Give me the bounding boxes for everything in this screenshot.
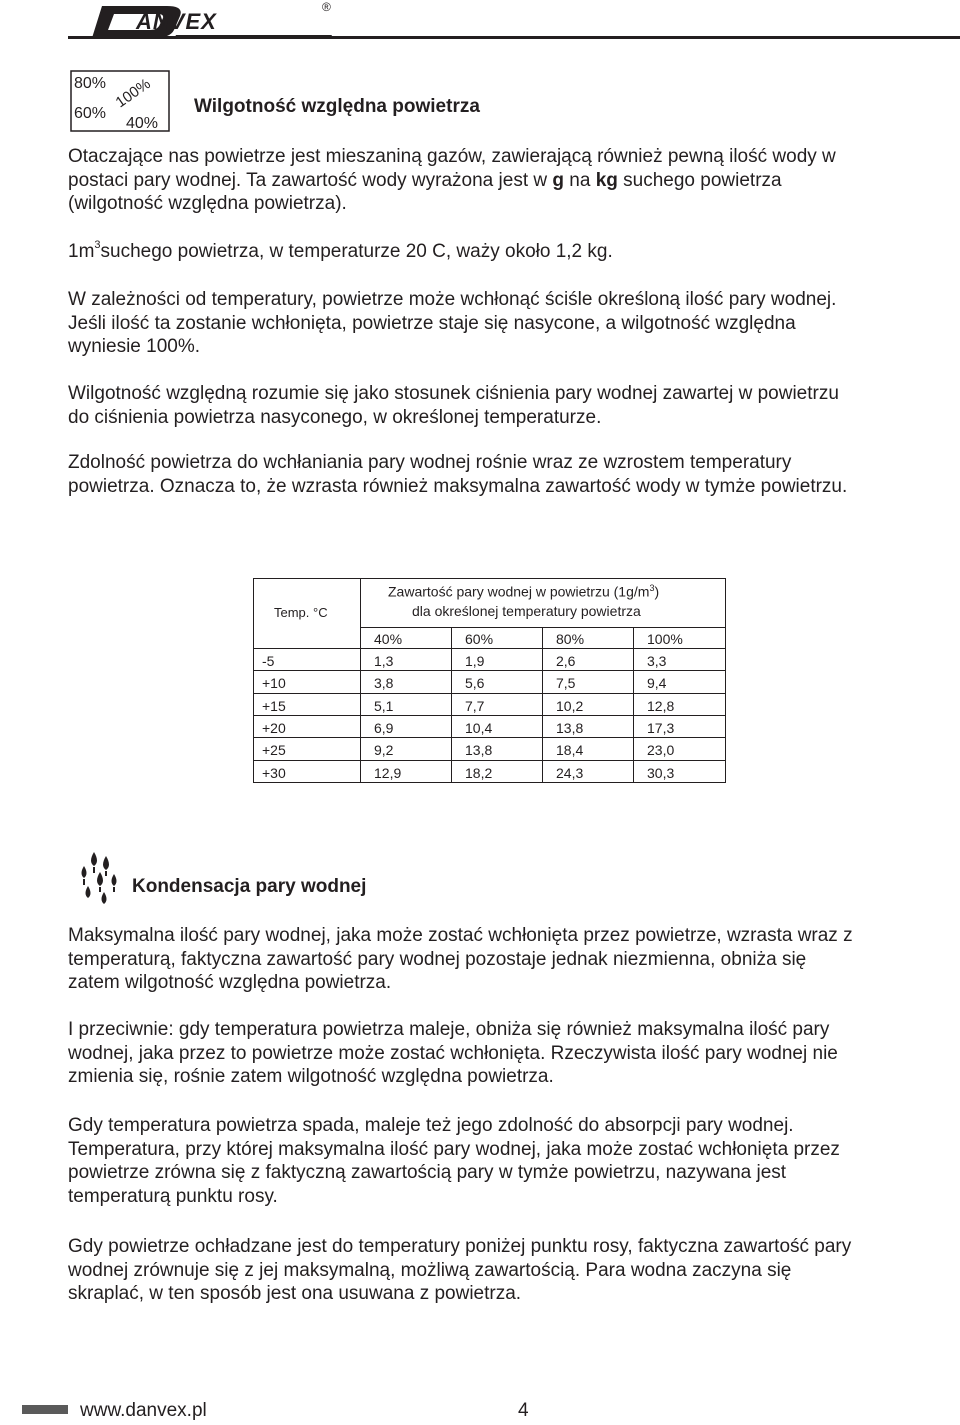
registered-mark: ® bbox=[322, 0, 331, 14]
table-cell: 2,6 bbox=[556, 653, 576, 669]
table-row-temp: +15 bbox=[262, 698, 286, 714]
table-row-temp: +10 bbox=[262, 675, 286, 691]
paragraph-8: Gdy temperatura powietrza spada, maleje też jego zdolność do absorpcji pary wodnej. Temperatura, przy której maksymalna ilość pary wodnej, jaka może zostać wchłonięta przez powietrze zrówna się z faktyczną zawartością pary w tymże powietrzu, nazywana jest temperaturą punktu rosy. bbox=[68, 1115, 840, 1207]
paragraph-6: Maksymalna ilość pary wodnej, jaka może zostać wchłonięta przez powietrze, wzrasta wraz z temperaturą, faktyczna zawartość pary wodnej pozostaje jednak niezmienna, obniża się zatem wilgotność względna powietrza. bbox=[68, 925, 853, 993]
table-temp-header: Temp. °C bbox=[274, 605, 328, 620]
table-row-temp: +30 bbox=[262, 765, 286, 781]
danvex-logo bbox=[92, 2, 332, 40]
table-title-line2: dla określonej temperatury powietrza bbox=[412, 603, 641, 619]
table-cell: 3,3 bbox=[647, 653, 667, 669]
column-header: 100% bbox=[647, 631, 683, 647]
humidity-label-80: 80% bbox=[74, 75, 107, 92]
table-cell: 10,4 bbox=[465, 720, 493, 736]
page-number: 4 bbox=[518, 1400, 529, 1421]
table-cell: 30,3 bbox=[647, 765, 675, 781]
section-title-condensation: Kondensacja pary wodnej bbox=[132, 876, 367, 897]
paragraph-2: $1m^3suchego$ powietrza, w temperaturze 20 C, waży około 1,2 kg. bbox=[68, 239, 613, 262]
humidity-icon bbox=[70, 70, 170, 132]
paragraph-5: Zdolność powietrza do wchłaniania pary wodnej rośnie wraz ze wzrostem temperatury powietrza. Oznacza to, że wzrasta również maksymalna zawartość wody w tymże powietrzu. bbox=[68, 452, 848, 497]
table-cell: 10,2 bbox=[556, 698, 584, 714]
table-row-temp: -5 bbox=[262, 653, 275, 669]
table-cell: 9,4 bbox=[647, 675, 667, 691]
paragraph-1: Otaczające nas powietrze jest mieszaniną gazów, zawierającą również pewną ilość wody w postaci pary wodnej. Ta zawartość wody wyrażona jest w g na kg suchego powietrza (wilgotność względna powietrza). bbox=[68, 146, 836, 214]
table-cell: 7,5 bbox=[556, 675, 576, 691]
table-cell: 18,2 bbox=[465, 765, 493, 781]
table-cell: 17,3 bbox=[647, 720, 675, 736]
paragraph-7: I przeciwnie: gdy temperatura powietrza maleje, obniża się również maksymalna ilość pary wodnej, jaka przez to powietrze może zostać wchłonięta. Rzeczywista ilość pary wodnej nie zmienia się, rośnie zatem wilgotność względna powietrza. bbox=[68, 1019, 838, 1087]
footer-website-link[interactable]: www.danvex.pl bbox=[80, 1400, 207, 1421]
table-row-temp: +25 bbox=[262, 742, 286, 758]
paragraph-9: Gdy powietrze ochładzane jest do temperatury poniżej punktu rosy, faktyczna zawartość pary wodnej zrównuje się z jej maksymalną, możliwą zawartością. Para wodna zaczyna się skraplać, w ten sposób jest ona usuwana z powietrza. bbox=[68, 1236, 852, 1304]
table-cell: 5,1 bbox=[374, 698, 394, 714]
table-cell: 5,6 bbox=[465, 675, 485, 691]
table-cell: 18,4 bbox=[556, 742, 584, 758]
table-cell: 12,9 bbox=[374, 765, 402, 781]
table-row-temp: +20 bbox=[262, 720, 286, 736]
column-header: 60% bbox=[465, 631, 494, 647]
table-cell: 12,8 bbox=[647, 698, 675, 714]
svg-text:ANVEX: ANVEX bbox=[136, 9, 217, 34]
column-header: 40% bbox=[374, 631, 403, 647]
humidity-table bbox=[253, 578, 726, 783]
table-title-line1: Zawartość pary wodnej w powietrzu $(1g/m^3)$ bbox=[388, 583, 660, 600]
humidity-label-40: 40% bbox=[126, 115, 159, 132]
table-cell: 24,3 bbox=[556, 765, 584, 781]
table-cell: 7,7 bbox=[465, 698, 485, 714]
section-title-humidity: Wilgotność względna powietrza bbox=[194, 96, 480, 117]
table-cell: 3,8 bbox=[374, 675, 394, 691]
table-cell: 13,8 bbox=[465, 742, 493, 758]
humidity-label-60: 60% bbox=[74, 105, 107, 122]
footer-bar bbox=[22, 1405, 68, 1414]
table-cell: 9,2 bbox=[374, 742, 394, 758]
column-header: 80% bbox=[556, 631, 585, 647]
paragraph-3: W zależności od temperatury, powietrze może wchłonąć ściśle określoną ilość pary wodnej. Jeśli ilość ta zostanie wchłonięta, powietrze staje się nasycone, a wilgotność względna wyniesie 100%. bbox=[68, 289, 837, 357]
table-cell: 6,9 bbox=[374, 720, 394, 736]
water-drops-icon bbox=[74, 850, 126, 908]
table-cell: 1,3 bbox=[374, 653, 394, 669]
table-cell: 23,0 bbox=[647, 742, 675, 758]
table-cell: 13,8 bbox=[556, 720, 584, 736]
table-cell: 1,9 bbox=[465, 653, 485, 669]
humidity-label-100: 100% bbox=[112, 75, 154, 112]
paragraph-4: Wilgotność względną rozumie się jako stosunek ciśnienia pary wodnej zawartej w powietrzu do ciśnienia powietrza nasyconego, w określonej temperaturze. bbox=[68, 383, 839, 428]
